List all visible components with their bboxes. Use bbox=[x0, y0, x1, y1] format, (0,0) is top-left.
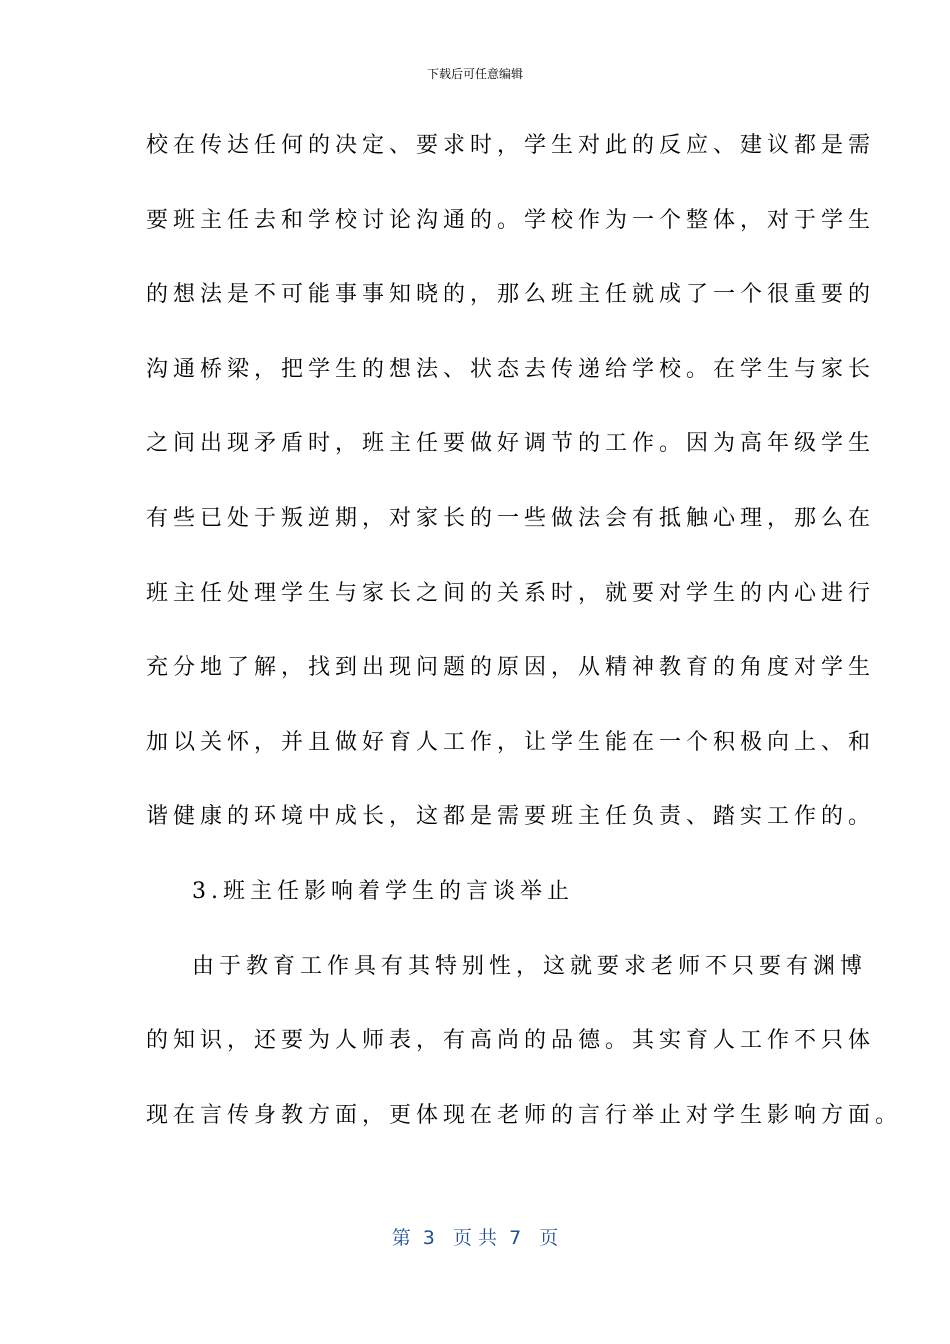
page-number-footer: 第 3 页 共 7 页 bbox=[391, 1227, 559, 1249]
paragraph-line: 现在言传身教方面，更体现在老师的言行举止对学生影响方面。 bbox=[146, 1102, 903, 1128]
page-header: 下载后可任意编辑 bbox=[426, 67, 523, 81]
paragraph-line: 之间出现矛盾时，班主任要做好调节的工作。因为高年级学生 bbox=[146, 431, 876, 457]
paragraph-line: 的知识，还要为人师表，有高尚的品德。其实育人工作不只体 bbox=[146, 1028, 876, 1054]
paragraph-line: 有些已处于叛逆期，对家长的一些做法会有抵触心理，那么在 bbox=[146, 505, 876, 531]
document-body bbox=[146, 126, 903, 1170]
paragraph-line: 由于教育工作具有其特别性，这就要求老师不只要有渊博 bbox=[192, 953, 868, 979]
paragraph-line: 班主任处理学生与家长之间的关系时，就要对学生的内心进行 bbox=[146, 580, 876, 606]
paragraph-line: 谐健康的环境中成长，这都是需要班主任负责、踏实工作的。 bbox=[146, 804, 876, 830]
paragraph-line: 沟通桥梁，把学生的想法、状态去传递给学校。在学生与家长 bbox=[146, 356, 876, 382]
paragraph-line: 加以关怀，并且做好育人工作，让学生能在一个积极向上、和 bbox=[146, 729, 876, 755]
paragraph-line: 要班主任去和学校讨论沟通的。学校作为一个整体，对于学生 bbox=[146, 207, 876, 233]
paragraph-line: 充分地了解，找到出现问题的原因，从精神教育的角度对学生 bbox=[146, 655, 876, 681]
paragraph-line: 的想法是不可能事事知晓的，那么班主任就成了一个很重要的 bbox=[146, 282, 876, 308]
paragraph-line: 校在传达任何的决定、要求时，学生对此的反应、建议都是需 bbox=[146, 133, 876, 158]
section-heading: 3.班主任影响着学生的言谈举止 bbox=[192, 878, 574, 904]
